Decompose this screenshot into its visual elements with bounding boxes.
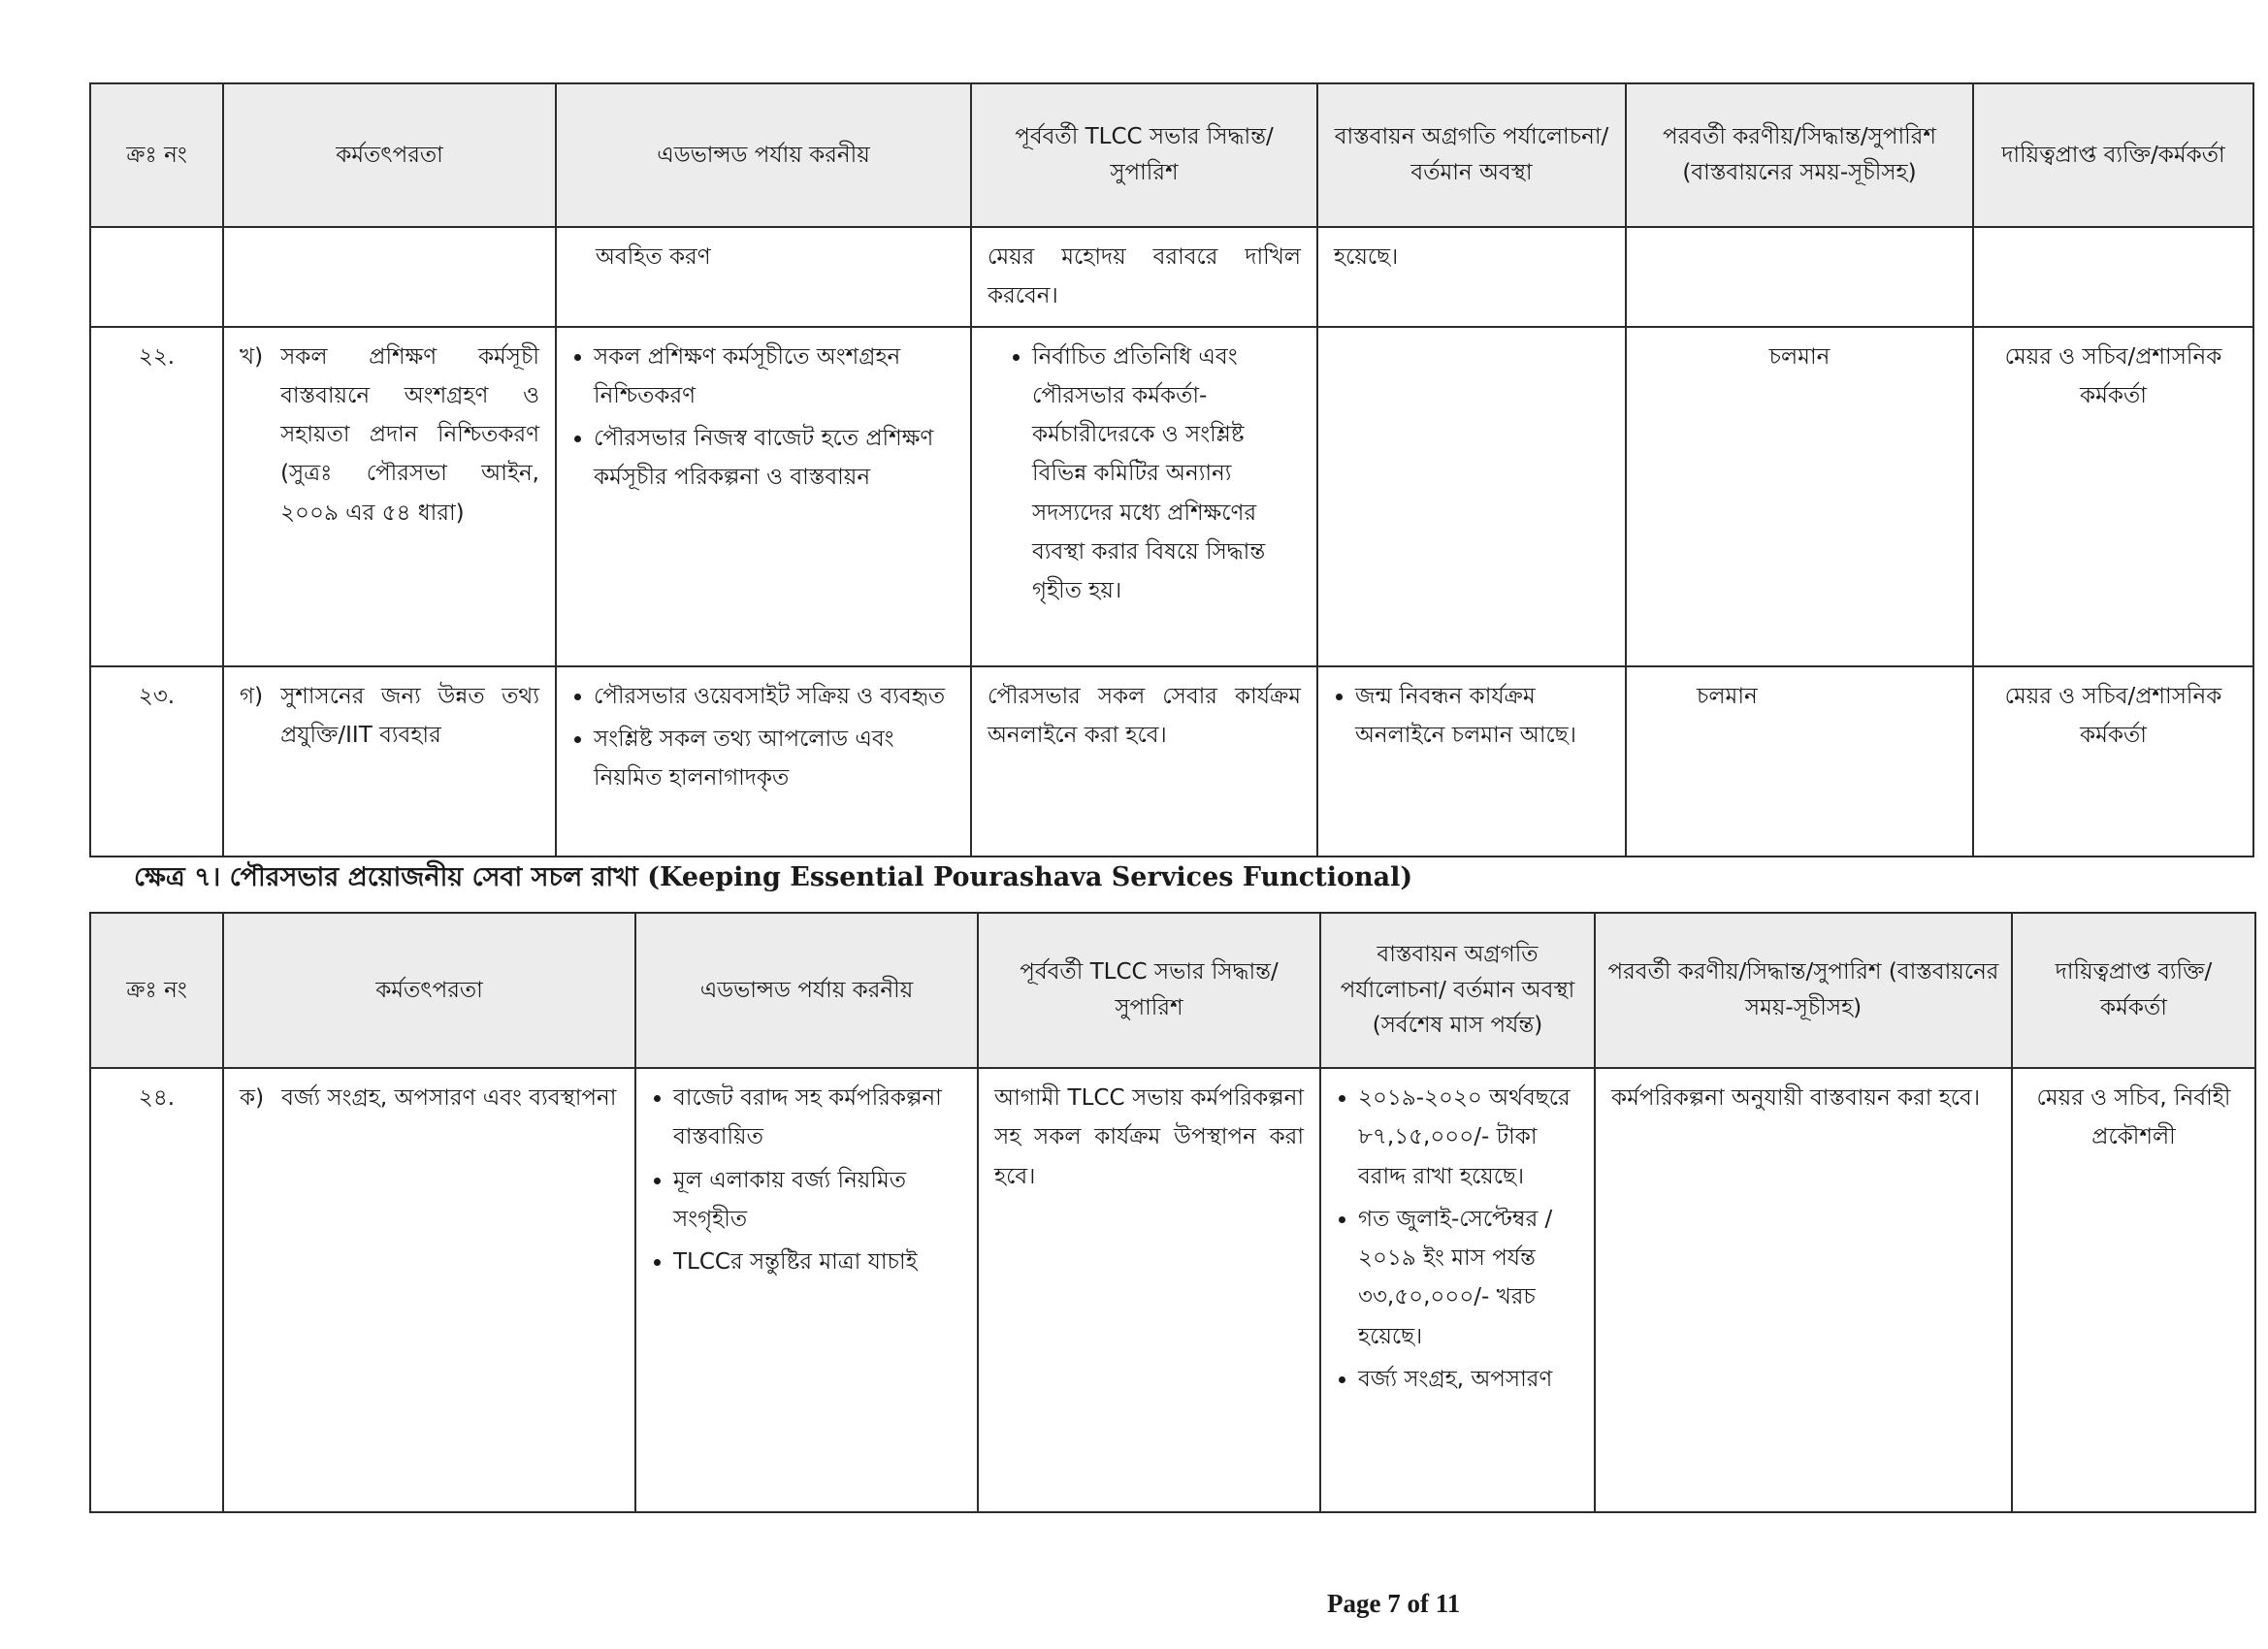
header-activity: কর্মতৎপরতা	[223, 913, 635, 1068]
table-essential-services	[89, 912, 2256, 1513]
responsible-cell: মেয়র ও সচিব, নির্বাহী প্রকৌশলী	[2012, 1068, 2255, 1512]
table-header-row	[90, 83, 2253, 227]
next-cell	[1626, 227, 1973, 327]
activity-tag: গ)	[240, 683, 264, 709]
activity-tag: ক)	[240, 1085, 265, 1111]
progress-cell: হয়েছে।	[1317, 227, 1626, 327]
activity-cell	[223, 1068, 635, 1512]
table-row	[90, 327, 2253, 666]
serial-cell: ২২.	[90, 327, 223, 666]
header-responsible: দায়িত্বপ্রাপ্ত ব্যক্তি/কর্মকর্তা	[1973, 83, 2253, 227]
header-serial: ক্রঃ নং	[90, 83, 223, 227]
list-item: • বর্জ্য সংগ্রহ, অপসারণ	[1358, 1360, 1578, 1399]
list-item: • সকল প্রশিক্ষণ কর্মসূচীতে অংশগ্রহন নিশ্চিতকরণ	[594, 338, 955, 416]
responsible-cell	[1973, 227, 2253, 327]
previous-cell: পৌরসভার সকল সেবার কার্যক্রম অনলাইনে করা হবে।	[971, 666, 1317, 857]
serial-cell: ২৪.	[90, 1068, 223, 1512]
activity-text: সকল প্রশিক্ষণ কর্মসূচী বাস্তবায়নে অংশগ্রহণ ও সহায়তা প্রদান নিশ্চিতকরণ (সুত্রঃ পৌরসভা আইন, ২০০৯ এর ৫৪ ধারা)	[280, 343, 539, 526]
list-item: • জন্ম নিবন্ধন কার্যক্রম অনলাইনে চলমান আছে।	[1355, 677, 1609, 756]
responsible-cell: মেয়র ও সচিব/প্রশাসনিক কর্মকর্তা	[1973, 327, 2253, 666]
table-row	[90, 666, 2253, 857]
previous-cell	[971, 327, 1317, 666]
list-item: • সংশ্লিষ্ট সকল তথ্য আপলোড এবং নিয়মিত হালনাগাদকৃত	[594, 720, 955, 798]
list-item: • বাজেট বরাদ্দ সহ কর্মপরিকল্পনা বাস্তবায়িত	[673, 1079, 961, 1157]
advanced-cell	[556, 666, 971, 857]
table-governance	[89, 82, 2254, 857]
serial-cell: ২৩.	[90, 666, 223, 857]
activity-text: সুশাসনের জন্য উন্নত তথ্য প্রযুক্তি/IIT ব্যবহার	[280, 683, 539, 748]
responsible-cell: মেয়র ও সচিব/প্রশাসনিক কর্মকর্তা	[1973, 666, 2253, 857]
header-activity: কর্মতৎপরতা	[223, 83, 556, 227]
next-cell	[1626, 666, 1973, 857]
list-item: • ২০১৯-২০২০ অর্থবছরে ৮৭,১৫,০০০/- টাকা বরাদ্দ রাখা হয়েছে।	[1358, 1079, 1578, 1196]
previous-cell: মেয়র মহোদয় বরাবরে দাখিল করবেন।	[971, 227, 1317, 327]
progress-cell	[1317, 327, 1626, 666]
activity-text: বর্জ্য সংগ্রহ, অপসারণ এবং ব্যবস্থাপনা	[281, 1085, 617, 1111]
next-cell: চলমান	[1626, 327, 1973, 666]
advanced-text: অবহিত করণ	[596, 244, 711, 270]
activity-cell	[223, 227, 556, 327]
list-item: • পৌরসভার ওয়েবসাইট সক্রিয় ও ব্যবহৃত	[594, 677, 955, 716]
header-next: পরবর্তী করণীয়/সিদ্ধান্ত/সুপারিশ (বাস্তবায়নের সময়-সূচীসহ)	[1595, 913, 2012, 1068]
header-progress: বাস্তবায়ন অগ্রগতি পর্যালোচনা/ বর্তমান অবস্থা (সর্বশেষ মাস পর্যন্ত)	[1320, 913, 1595, 1068]
list-item: • TLCCর সন্তুষ্টির মাত্রা যাচাই	[673, 1243, 961, 1281]
next-cell: কর্মপরিকল্পনা অনুযায়ী বাস্তবায়ন করা হবে।	[1595, 1068, 2012, 1512]
activity-cell	[223, 327, 556, 666]
list-item: • পৌরসভার নিজস্ব বাজেট হতে প্রশিক্ষণ কর্মসূচীর পরিকল্পনা ও বাস্তবায়ন	[594, 419, 955, 498]
progress-cell	[1317, 666, 1626, 857]
header-advanced: এডভান্সড পর্যায় করনীয়	[556, 83, 971, 227]
header-next: পরবর্তী করণীয়/সিদ্ধান্ত/সুপারিশ (বাস্তবায়নের সময়-সূচীসহ)	[1626, 83, 1973, 227]
header-previous: পূর্ববর্তী TLCC সভার সিদ্ধান্ত/সুপারিশ	[971, 83, 1317, 227]
header-previous: পূর্ববর্তী TLCC সভার সিদ্ধান্ত/সুপারিশ	[978, 913, 1320, 1068]
table-row	[90, 1068, 2255, 1512]
serial-cell	[90, 227, 223, 327]
previous-cell: আগামী TLCC সভায় কর্মপরিকল্পনা সহ সকল কার্যক্রম উপস্থাপন করা হবে।	[978, 1068, 1320, 1512]
list-item: • গত জুলাই-সেপ্টেম্বর /২০১৯ ইং মাস পর্যন্ত ৩৩,৫০,০০০/- খরচ হয়েছে।	[1358, 1200, 1578, 1356]
table-header-row	[90, 913, 2255, 1068]
header-responsible: দায়িত্বপ্রাপ্ত ব্যক্তি/কর্মকর্তা	[2012, 913, 2255, 1068]
header-advanced: এডভান্সড পর্যায় করনীয়	[635, 913, 978, 1068]
advanced-cell	[556, 327, 971, 666]
table-row	[90, 227, 2253, 327]
list-item: • নির্বাচিত প্রতিনিধি এবং পৌরসভার কর্মকর্তা- কর্মচারীদেরকে ও সংশ্লিষ্ট বিভিন্ন কমিটির অন্যান্য সদস্যদের মধ্যে প্রশিক্ষণের ব্যবস্থা করার বিষয়ে সিদ্ধান্ত গৃহীত হয়।	[1032, 338, 1301, 611]
activity-cell	[223, 666, 556, 857]
header-progress: বাস্তবায়ন অগ্রগতি পর্যালোচনা/ বর্তমান অবস্থা	[1317, 83, 1626, 227]
header-serial: ক্রঃ নং	[90, 913, 223, 1068]
section-title: ক্ষেত্র ৭। পৌরসভার প্রয়োজনীয় সেবা সচল রাখা (Keeping Essential Pourashava Services Functional)	[134, 862, 1413, 892]
advanced-cell	[635, 1068, 978, 1512]
activity-tag: খ)	[240, 343, 264, 370]
next-text: চলমান	[1697, 683, 1758, 709]
advanced-cell	[556, 227, 971, 327]
list-item: • মূল এলাকায় বর্জ্য নিয়মিত সংগৃহীত	[673, 1161, 961, 1240]
page-number: Page 7 of 11	[1327, 1589, 1461, 1618]
progress-cell	[1320, 1068, 1595, 1512]
